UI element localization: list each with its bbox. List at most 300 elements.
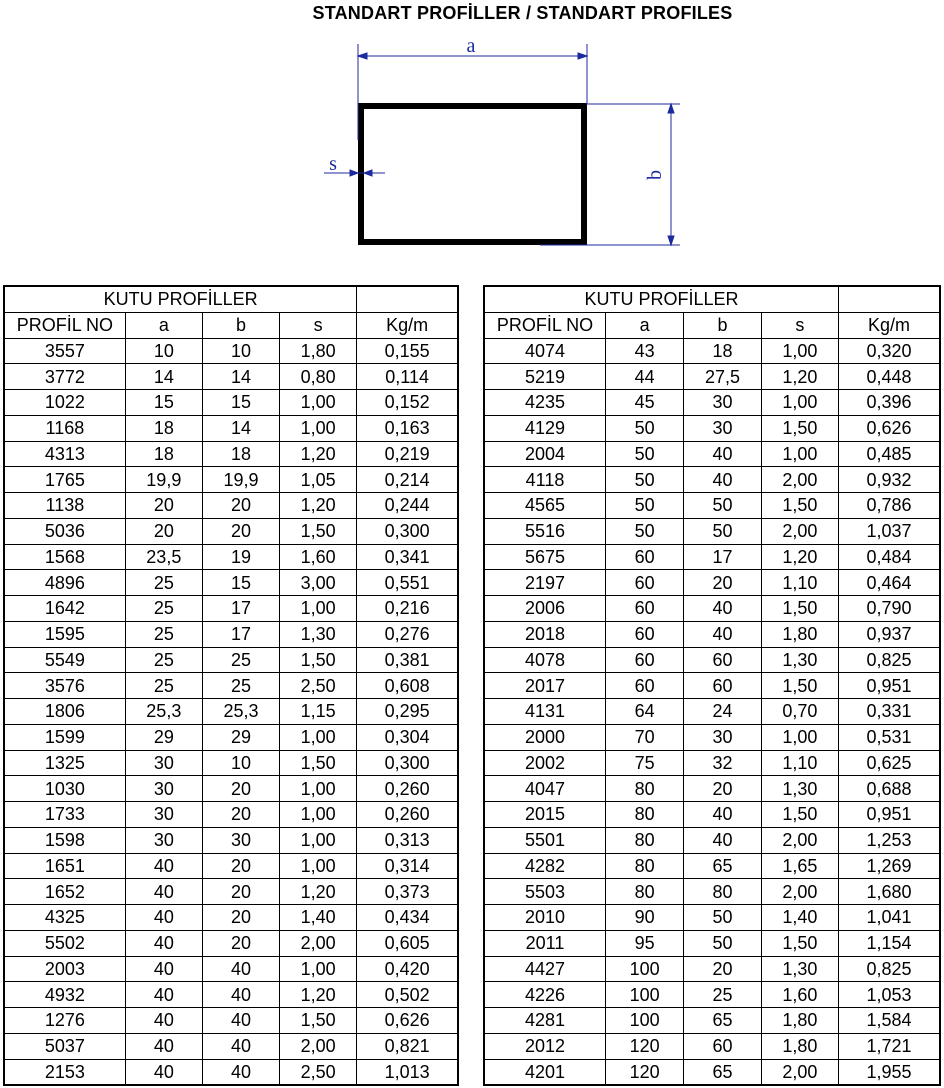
cell-profile-no: 4047 — [484, 776, 606, 802]
cell-kg-per-m: 0,163 — [357, 415, 458, 441]
table-row — [484, 621, 940, 647]
cell-kg-per-m: 1,041 — [839, 905, 940, 931]
table-row — [4, 776, 458, 802]
cell-a: 100 — [606, 956, 684, 982]
group-header: KUTU PROFİLLER — [484, 286, 839, 312]
table-row — [484, 750, 940, 776]
cell-s: 1,00 — [280, 827, 357, 853]
cell-s: 1,00 — [280, 724, 357, 750]
cell-b: 65 — [684, 853, 761, 879]
cell-b: 40 — [684, 441, 761, 467]
cell-b: 17 — [684, 544, 761, 570]
table-row — [484, 956, 940, 982]
table-row — [484, 982, 940, 1008]
cell-s: 1,10 — [761, 570, 838, 596]
cell-s: 1,50 — [280, 647, 357, 673]
cell-a: 40 — [125, 853, 202, 879]
cell-s: 1,30 — [761, 956, 838, 982]
table-row — [484, 802, 940, 828]
cell-s: 1,50 — [280, 750, 357, 776]
cell-b: 30 — [684, 415, 761, 441]
cell-kg-per-m: 0,937 — [839, 621, 940, 647]
cell-a: 80 — [606, 776, 684, 802]
cell-kg-per-m: 0,825 — [839, 647, 940, 673]
cell-profile-no: 2018 — [484, 621, 606, 647]
cell-a: 10 — [125, 338, 202, 364]
cell-profile-no: 4565 — [484, 493, 606, 519]
cell-b: 50 — [684, 493, 761, 519]
cell-kg-per-m: 0,216 — [357, 596, 458, 622]
cell-a: 64 — [606, 699, 684, 725]
group-header: KUTU PROFİLLER — [4, 286, 357, 312]
cell-a: 25,3 — [125, 699, 202, 725]
table-row — [484, 415, 940, 441]
cell-a: 40 — [125, 982, 202, 1008]
cell-b: 17 — [202, 621, 279, 647]
cell-b: 19,9 — [202, 467, 279, 493]
cell-kg-per-m: 1,721 — [839, 1033, 940, 1059]
cell-b: 32 — [684, 750, 761, 776]
cell-a: 120 — [606, 1033, 684, 1059]
cell-kg-per-m: 0,320 — [839, 338, 940, 364]
cell-b: 25 — [684, 982, 761, 1008]
cell-a: 20 — [125, 493, 202, 519]
cell-b: 20 — [202, 853, 279, 879]
cell-profile-no: 4226 — [484, 982, 606, 1008]
cell-profile-no: 1138 — [4, 493, 125, 519]
cell-s: 1,50 — [761, 493, 838, 519]
cell-a: 80 — [606, 802, 684, 828]
cell-kg-per-m: 1,955 — [839, 1059, 940, 1085]
profile-table-left — [3, 285, 459, 1086]
cell-a: 18 — [125, 415, 202, 441]
cell-kg-per-m: 1,037 — [839, 518, 940, 544]
cell-profile-no: 1022 — [4, 390, 125, 416]
cell-kg-per-m: 0,626 — [839, 415, 940, 441]
cell-kg-per-m: 0,396 — [839, 390, 940, 416]
cell-profile-no: 5675 — [484, 544, 606, 570]
cell-kg-per-m: 0,300 — [357, 518, 458, 544]
table-row — [4, 673, 458, 699]
cell-kg-per-m: 0,626 — [357, 1008, 458, 1034]
cell-kg-per-m: 0,114 — [357, 364, 458, 390]
cell-b: 65 — [684, 1059, 761, 1085]
dimension-a-label: a — [466, 35, 476, 57]
cell-kg-per-m: 0,219 — [357, 441, 458, 467]
cell-b: 20 — [202, 518, 279, 544]
cell-a: 60 — [606, 570, 684, 596]
cell-kg-per-m: 0,300 — [357, 750, 458, 776]
cell-b: 40 — [202, 1059, 279, 1085]
table-row — [484, 853, 940, 879]
cell-profile-no: 2153 — [4, 1059, 125, 1085]
cell-kg-per-m: 0,276 — [357, 621, 458, 647]
column-header-kg-per-m: Kg/m — [357, 312, 458, 338]
table-row — [4, 724, 458, 750]
table-row — [4, 930, 458, 956]
cell-profile-no: 2006 — [484, 596, 606, 622]
cell-s: 1,00 — [761, 338, 838, 364]
cell-b: 20 — [202, 493, 279, 519]
group-header-empty-cell — [839, 286, 940, 312]
cell-b: 60 — [684, 1033, 761, 1059]
table-row — [4, 415, 458, 441]
cell-kg-per-m: 0,531 — [839, 724, 940, 750]
cell-s: 1,00 — [280, 390, 357, 416]
cell-profile-no: 2010 — [484, 905, 606, 931]
cell-kg-per-m: 0,341 — [357, 544, 458, 570]
cell-a: 25 — [125, 596, 202, 622]
cell-kg-per-m: 1,053 — [839, 982, 940, 1008]
cell-kg-per-m: 0,331 — [839, 699, 940, 725]
profile-cross-section-diagram — [310, 30, 710, 255]
table-row — [4, 544, 458, 570]
cell-a: 45 — [606, 390, 684, 416]
cell-s: 2,00 — [761, 827, 838, 853]
cell-a: 40 — [125, 956, 202, 982]
cell-b: 20 — [202, 905, 279, 931]
cell-b: 18 — [202, 441, 279, 467]
cell-b: 25,3 — [202, 699, 279, 725]
cell-b: 20 — [202, 930, 279, 956]
cell-s: 1,40 — [761, 905, 838, 931]
cell-s: 1,10 — [761, 750, 838, 776]
cell-b: 30 — [684, 390, 761, 416]
cell-a: 75 — [606, 750, 684, 776]
cell-a: 80 — [606, 879, 684, 905]
dimension-s-label: s — [329, 153, 337, 175]
cell-profile-no: 4325 — [4, 905, 125, 931]
cell-kg-per-m: 0,464 — [839, 570, 940, 596]
cell-profile-no: 2197 — [484, 570, 606, 596]
cell-b: 80 — [684, 879, 761, 905]
cell-b: 10 — [202, 338, 279, 364]
cell-profile-no: 5502 — [4, 930, 125, 956]
cell-kg-per-m: 0,295 — [357, 699, 458, 725]
cell-s: 1,00 — [280, 776, 357, 802]
cell-s: 1,30 — [280, 621, 357, 647]
table-row — [484, 776, 940, 802]
table-row — [484, 673, 940, 699]
cell-s: 1,00 — [280, 853, 357, 879]
cell-kg-per-m: 0,625 — [839, 750, 940, 776]
cell-a: 50 — [606, 415, 684, 441]
cell-b: 15 — [202, 570, 279, 596]
cell-kg-per-m: 1,680 — [839, 879, 940, 905]
cell-kg-per-m: 0,314 — [357, 853, 458, 879]
cell-profile-no: 4896 — [4, 570, 125, 596]
table-row — [484, 699, 940, 725]
table-row — [484, 879, 940, 905]
table-row — [484, 338, 940, 364]
cell-s: 1,80 — [761, 621, 838, 647]
cell-b: 10 — [202, 750, 279, 776]
cell-b: 25 — [202, 673, 279, 699]
cell-s: 1,50 — [280, 518, 357, 544]
cell-s: 1,20 — [280, 982, 357, 1008]
cell-b: 60 — [684, 647, 761, 673]
table-row — [4, 596, 458, 622]
table-row — [484, 364, 940, 390]
cell-s: 1,50 — [761, 802, 838, 828]
column-header-a: a — [606, 312, 684, 338]
cell-profile-no: 1642 — [4, 596, 125, 622]
cell-profile-no: 4078 — [484, 647, 606, 673]
cell-kg-per-m: 0,551 — [357, 570, 458, 596]
cell-kg-per-m: 0,434 — [357, 905, 458, 931]
cell-s: 1,00 — [280, 596, 357, 622]
group-header-empty-cell — [357, 286, 458, 312]
table-row — [4, 853, 458, 879]
cell-kg-per-m: 0,790 — [839, 596, 940, 622]
cell-kg-per-m: 0,260 — [357, 802, 458, 828]
table-row — [4, 1033, 458, 1059]
dimension-a — [358, 44, 587, 140]
cell-s: 1,30 — [761, 776, 838, 802]
cell-a: 40 — [125, 879, 202, 905]
cell-b: 17 — [202, 596, 279, 622]
cell-profile-no: 1733 — [4, 802, 125, 828]
cell-b: 25 — [202, 647, 279, 673]
cell-a: 40 — [125, 905, 202, 931]
cell-kg-per-m: 1,154 — [839, 930, 940, 956]
column-header-b: b — [202, 312, 279, 338]
table-row — [484, 724, 940, 750]
cell-s: 1,80 — [761, 1008, 838, 1034]
table-row — [484, 441, 940, 467]
cell-s: 2,00 — [761, 1059, 838, 1085]
cell-kg-per-m: 0,608 — [357, 673, 458, 699]
cell-a: 30 — [125, 802, 202, 828]
cell-a: 30 — [125, 827, 202, 853]
table-row — [484, 518, 940, 544]
table-row — [4, 441, 458, 467]
table-column-header-row — [484, 312, 940, 338]
cell-a: 40 — [125, 1033, 202, 1059]
cell-b: 40 — [202, 982, 279, 1008]
cell-profile-no: 1595 — [4, 621, 125, 647]
table-row — [4, 879, 458, 905]
cell-profile-no: 2015 — [484, 802, 606, 828]
cell-b: 20 — [202, 879, 279, 905]
cell-s: 2,00 — [280, 1033, 357, 1059]
cell-profile-no: 3576 — [4, 673, 125, 699]
cell-profile-no: 4282 — [484, 853, 606, 879]
cell-s: 1,80 — [280, 338, 357, 364]
cell-a: 80 — [606, 827, 684, 853]
cell-s: 1,60 — [761, 982, 838, 1008]
cell-a: 60 — [606, 673, 684, 699]
table-row — [4, 982, 458, 1008]
cell-profile-no: 1568 — [4, 544, 125, 570]
cell-a: 100 — [606, 982, 684, 1008]
profile-table-right — [483, 285, 941, 1086]
cell-profile-no: 2012 — [484, 1033, 606, 1059]
table-column-header-row — [4, 312, 458, 338]
cell-a: 50 — [606, 493, 684, 519]
table-row — [4, 390, 458, 416]
box-profile-outline — [361, 106, 584, 242]
cell-s: 1,20 — [280, 879, 357, 905]
cell-profile-no: 4932 — [4, 982, 125, 1008]
cell-b: 30 — [684, 724, 761, 750]
cell-profile-no: 1325 — [4, 750, 125, 776]
table-row — [4, 699, 458, 725]
cell-profile-no: 5503 — [484, 879, 606, 905]
table-group-header-row — [484, 286, 940, 312]
cell-profile-no: 5516 — [484, 518, 606, 544]
cell-s: 2,50 — [280, 673, 357, 699]
table-row — [4, 956, 458, 982]
cell-s: 1,00 — [761, 724, 838, 750]
cell-s: 0,80 — [280, 364, 357, 390]
cell-b: 50 — [684, 930, 761, 956]
cell-kg-per-m: 0,260 — [357, 776, 458, 802]
cell-a: 25 — [125, 647, 202, 673]
cell-a: 50 — [606, 518, 684, 544]
cell-a: 60 — [606, 544, 684, 570]
cell-b: 50 — [684, 905, 761, 931]
table-row — [484, 1059, 940, 1085]
cell-kg-per-m: 0,821 — [357, 1033, 458, 1059]
table-row — [4, 905, 458, 931]
cell-b: 40 — [684, 621, 761, 647]
cell-profile-no: 2002 — [484, 750, 606, 776]
cell-a: 18 — [125, 441, 202, 467]
column-header-b: b — [684, 312, 761, 338]
cell-a: 20 — [125, 518, 202, 544]
cell-a: 80 — [606, 853, 684, 879]
cell-b: 24 — [684, 699, 761, 725]
cell-a: 100 — [606, 1008, 684, 1034]
cell-profile-no: 5501 — [484, 827, 606, 853]
cell-kg-per-m: 1,584 — [839, 1008, 940, 1034]
cell-s: 1,00 — [280, 956, 357, 982]
column-header-a: a — [125, 312, 202, 338]
cell-s: 2,00 — [761, 879, 838, 905]
cell-b: 20 — [202, 802, 279, 828]
cell-a: 25 — [125, 570, 202, 596]
cell-s: 1,20 — [761, 544, 838, 570]
cell-b: 19 — [202, 544, 279, 570]
table-row — [4, 518, 458, 544]
cell-s: 0,70 — [761, 699, 838, 725]
cell-profile-no: 1276 — [4, 1008, 125, 1034]
table-group-header-row — [4, 286, 458, 312]
cell-kg-per-m: 0,825 — [839, 956, 940, 982]
cell-profile-no: 1651 — [4, 853, 125, 879]
cell-kg-per-m: 0,448 — [839, 364, 940, 390]
cell-b: 27,5 — [684, 364, 761, 390]
cell-kg-per-m: 0,485 — [839, 441, 940, 467]
cell-a: 29 — [125, 724, 202, 750]
cell-b: 29 — [202, 724, 279, 750]
cell-a: 19,9 — [125, 467, 202, 493]
column-header-s: s — [280, 312, 357, 338]
cell-a: 43 — [606, 338, 684, 364]
cell-kg-per-m: 1,269 — [839, 853, 940, 879]
cell-a: 44 — [606, 364, 684, 390]
cell-kg-per-m: 0,502 — [357, 982, 458, 1008]
cell-kg-per-m: 0,214 — [357, 467, 458, 493]
cell-profile-no: 1652 — [4, 879, 125, 905]
cell-a: 25 — [125, 673, 202, 699]
page-title: STANDART PROFİLLER / STANDART PROFILES — [312, 3, 733, 23]
cell-s: 2,00 — [761, 518, 838, 544]
table-row — [484, 544, 940, 570]
cell-a: 40 — [125, 1008, 202, 1034]
table-row — [4, 364, 458, 390]
cell-profile-no: 1030 — [4, 776, 125, 802]
cell-b: 40 — [684, 596, 761, 622]
cell-b: 18 — [684, 338, 761, 364]
cell-a: 50 — [606, 441, 684, 467]
cell-profile-no: 1168 — [4, 415, 125, 441]
table-row — [484, 467, 940, 493]
table-row — [4, 647, 458, 673]
cell-s: 1,60 — [280, 544, 357, 570]
cell-profile-no: 2017 — [484, 673, 606, 699]
table-row — [484, 647, 940, 673]
cell-b: 40 — [202, 1033, 279, 1059]
cell-kg-per-m: 0,951 — [839, 673, 940, 699]
column-header-s: s — [761, 312, 838, 338]
cell-profile-no: 5037 — [4, 1033, 125, 1059]
table-row — [484, 493, 940, 519]
cell-s: 1,50 — [280, 1008, 357, 1034]
cell-s: 3,00 — [280, 570, 357, 596]
cell-b: 30 — [202, 827, 279, 853]
dimension-b-label: b — [644, 170, 666, 180]
cell-a: 14 — [125, 364, 202, 390]
cell-b: 14 — [202, 415, 279, 441]
cell-kg-per-m: 1,253 — [839, 827, 940, 853]
cell-b: 15 — [202, 390, 279, 416]
cell-s: 2,00 — [761, 467, 838, 493]
cell-profile-no: 2000 — [484, 724, 606, 750]
cell-b: 40 — [202, 1008, 279, 1034]
cell-b: 14 — [202, 364, 279, 390]
cell-profile-no: 1598 — [4, 827, 125, 853]
cell-a: 90 — [606, 905, 684, 931]
cell-profile-no: 2003 — [4, 956, 125, 982]
cell-b: 60 — [684, 673, 761, 699]
cell-a: 30 — [125, 776, 202, 802]
cell-a: 95 — [606, 930, 684, 956]
cell-profile-no: 4074 — [484, 338, 606, 364]
column-header-profile-no: PROFİL NO — [484, 312, 606, 338]
cell-a: 60 — [606, 596, 684, 622]
cell-s: 1,00 — [280, 415, 357, 441]
cell-a: 60 — [606, 647, 684, 673]
cell-s: 2,50 — [280, 1059, 357, 1085]
cell-profile-no: 1765 — [4, 467, 125, 493]
cell-s: 1,50 — [761, 415, 838, 441]
table-row — [484, 390, 940, 416]
table-row — [4, 1059, 458, 1085]
table-row — [4, 570, 458, 596]
cell-a: 70 — [606, 724, 684, 750]
cell-kg-per-m: 0,155 — [357, 338, 458, 364]
cell-s: 1,20 — [280, 441, 357, 467]
cell-kg-per-m: 0,381 — [357, 647, 458, 673]
cell-a: 120 — [606, 1059, 684, 1085]
cell-profile-no: 5219 — [484, 364, 606, 390]
cell-kg-per-m: 0,304 — [357, 724, 458, 750]
cell-kg-per-m: 0,951 — [839, 802, 940, 828]
cell-kg-per-m: 0,484 — [839, 544, 940, 570]
cell-profile-no: 4129 — [484, 415, 606, 441]
